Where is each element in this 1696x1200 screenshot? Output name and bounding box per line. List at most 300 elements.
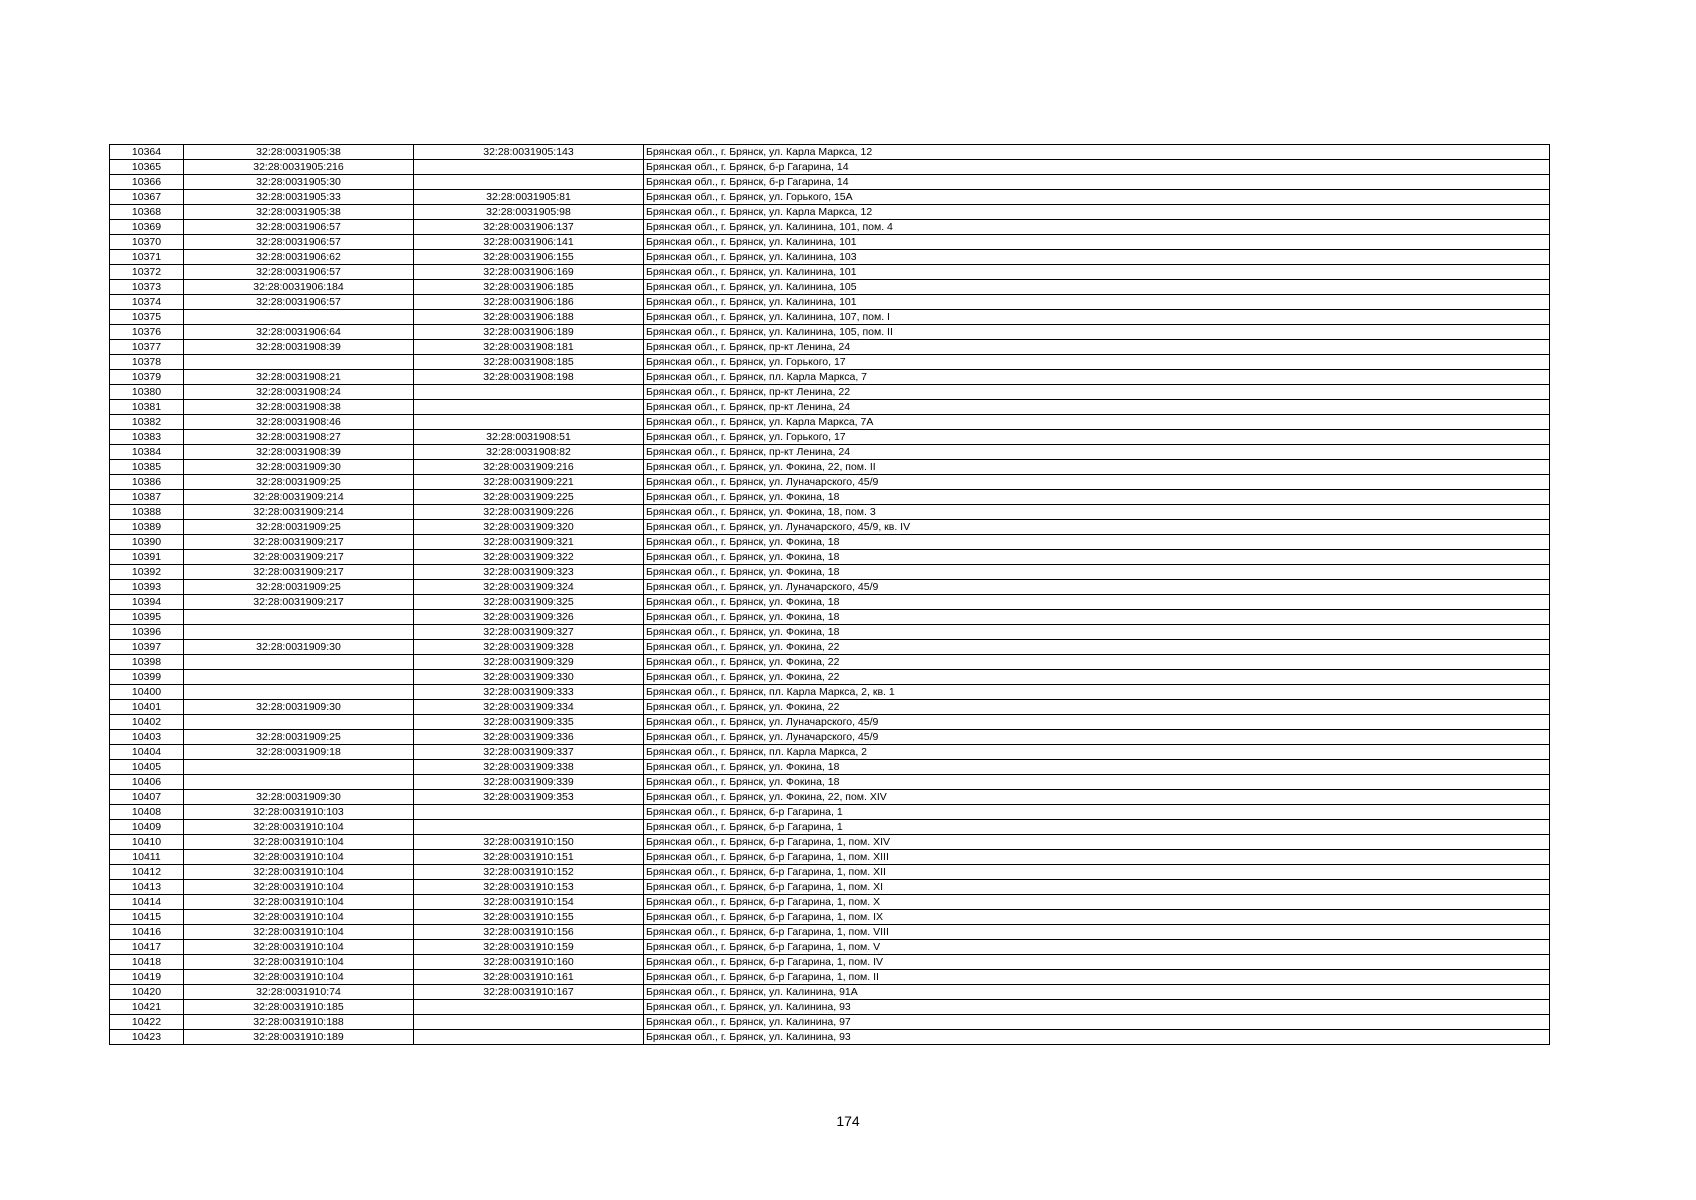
table-row [110,970,1550,985]
cadastral-number-cell: 32:28:0031909:30 [184,790,414,805]
table-row [110,205,1550,220]
table-row [110,580,1550,595]
object-cadastral-number-cell [414,1030,644,1045]
row-number-cell: 10420 [110,985,184,1000]
address-cell: Брянская обл., г. Брянск, ул. Фокина, 18 [644,595,1550,610]
address-cell: Брянская обл., г. Брянск, пр-кт Ленина, 24 [644,445,1550,460]
address-cell: Брянская обл., г. Брянск, ул. Калинина, 97 [644,1015,1550,1030]
address-cell: Брянская обл., г. Брянск, ул. Фокина, 18 [644,625,1550,640]
cadastral-number-cell: 32:28:0031908:39 [184,445,414,460]
table-row [110,340,1550,355]
row-number-cell: 10384 [110,445,184,460]
object-cadastral-number-cell: 32:28:0031909:337 [414,745,644,760]
row-number-cell: 10401 [110,700,184,715]
object-cadastral-number-cell [414,385,644,400]
address-cell: Брянская обл., г. Брянск, ул. Луначарского, 45/9 [644,730,1550,745]
object-cadastral-number-cell: 32:28:0031909:336 [414,730,644,745]
cadastral-number-cell [184,310,414,325]
address-cell: Брянская обл., г. Брянск, ул. Фокина, 18 [644,535,1550,550]
row-number-cell: 10381 [110,400,184,415]
cadastral-number-cell [184,670,414,685]
cadastral-number-cell: 32:28:0031909:217 [184,565,414,580]
cadastral-number-cell [184,775,414,790]
object-cadastral-number-cell: 32:28:0031910:159 [414,940,644,955]
address-cell: Брянская обл., г. Брянск, б-р Гагарина, 1, пом. XIII [644,850,1550,865]
row-number-cell: 10387 [110,490,184,505]
row-number-cell: 10390 [110,535,184,550]
table-row [110,430,1550,445]
table-row [110,160,1550,175]
object-cadastral-number-cell: 32:28:0031908:185 [414,355,644,370]
address-cell: Брянская обл., г. Брянск, ул. Фокина, 18 [644,760,1550,775]
address-cell: Брянская обл., г. Брянск, ул. Калинина, 101 [644,235,1550,250]
row-number-cell: 10377 [110,340,184,355]
cadastral-number-cell: 32:28:0031910:104 [184,880,414,895]
row-number-cell: 10366 [110,175,184,190]
row-number-cell: 10374 [110,295,184,310]
table-row [110,835,1550,850]
row-number-cell: 10423 [110,1030,184,1045]
table-row [110,655,1550,670]
address-cell: Брянская обл., г. Брянск, ул. Фокина, 22 [644,700,1550,715]
row-number-cell: 10394 [110,595,184,610]
address-cell: Брянская обл., г. Брянск, ул. Фокина, 22 [644,655,1550,670]
address-cell: Брянская обл., г. Брянск, ул. Фокина, 18 [644,775,1550,790]
cadastral-number-cell: 32:28:0031910:74 [184,985,414,1000]
object-cadastral-number-cell: 32:28:0031909:335 [414,715,644,730]
address-cell: Брянская обл., г. Брянск, пл. Карла Маркса, 7 [644,370,1550,385]
object-cadastral-number-cell: 32:28:0031908:82 [414,445,644,460]
registry-table [109,144,1550,1045]
row-number-cell: 10379 [110,370,184,385]
object-cadastral-number-cell: 32:28:0031909:333 [414,685,644,700]
address-cell: Брянская обл., г. Брянск, ул. Фокина, 18 [644,550,1550,565]
object-cadastral-number-cell: 32:28:0031909:323 [414,565,644,580]
object-cadastral-number-cell: 32:28:0031910:161 [414,970,644,985]
cadastral-number-cell: 32:28:0031908:24 [184,385,414,400]
address-cell: Брянская обл., г. Брянск, пр-кт Ленина, 24 [644,340,1550,355]
row-number-cell: 10395 [110,610,184,625]
table-row [110,895,1550,910]
object-cadastral-number-cell: 32:28:0031909:320 [414,520,644,535]
address-cell: Брянская обл., г. Брянск, ул. Фокина, 22 [644,670,1550,685]
cadastral-number-cell: 32:28:0031909:25 [184,580,414,595]
object-cadastral-number-cell [414,805,644,820]
row-number-cell: 10408 [110,805,184,820]
cadastral-number-cell: 32:28:0031910:104 [184,835,414,850]
table-row [110,760,1550,775]
object-cadastral-number-cell: 32:28:0031908:198 [414,370,644,385]
object-cadastral-number-cell: 32:28:0031910:150 [414,835,644,850]
table-row [110,355,1550,370]
table-row [110,265,1550,280]
row-number-cell: 10413 [110,880,184,895]
cadastral-number-cell: 32:28:0031909:214 [184,490,414,505]
address-cell: Брянская обл., г. Брянск, ул. Луначарского, 45/9 [644,715,1550,730]
row-number-cell: 10407 [110,790,184,805]
object-cadastral-number-cell: 32:28:0031905:81 [414,190,644,205]
row-number-cell: 10382 [110,415,184,430]
cadastral-number-cell: 32:28:0031905:216 [184,160,414,175]
address-cell: Брянская обл., г. Брянск, ул. Карла Маркса, 12 [644,205,1550,220]
address-cell: Брянская обл., г. Брянск, ул. Карла Маркса, 7А [644,415,1550,430]
registry-table-body [110,145,1550,1045]
row-number-cell: 10396 [110,625,184,640]
table-row [110,595,1550,610]
table-row [110,235,1550,250]
table-row [110,985,1550,1000]
table-row [110,745,1550,760]
table-row [110,295,1550,310]
row-number-cell: 10406 [110,775,184,790]
address-cell: Брянская обл., г. Брянск, ул. Калинина, 101 [644,295,1550,310]
address-cell: Брянская обл., г. Брянск, ул. Горького, 17 [644,430,1550,445]
cadastral-number-cell: 32:28:0031908:27 [184,430,414,445]
address-cell: Брянская обл., г. Брянск, ул. Горького, 17 [644,355,1550,370]
table-row [110,370,1550,385]
address-cell: Брянская обл., г. Брянск, б-р Гагарина, 1 [644,820,1550,835]
cadastral-number-cell: 32:28:0031910:104 [184,895,414,910]
object-cadastral-number-cell: 32:28:0031906:185 [414,280,644,295]
table-row [110,400,1550,415]
row-number-cell: 10376 [110,325,184,340]
object-cadastral-number-cell: 32:28:0031909:226 [414,505,644,520]
row-number-cell: 10378 [110,355,184,370]
cadastral-number-cell: 32:28:0031906:57 [184,295,414,310]
cadastral-number-cell [184,655,414,670]
table-row [110,460,1550,475]
object-cadastral-number-cell: 32:28:0031909:339 [414,775,644,790]
row-number-cell: 10389 [110,520,184,535]
object-cadastral-number-cell: 32:28:0031906:186 [414,295,644,310]
cadastral-number-cell: 32:28:0031909:30 [184,700,414,715]
object-cadastral-number-cell: 32:28:0031909:330 [414,670,644,685]
table-row [110,955,1550,970]
cadastral-number-cell: 32:28:0031909:217 [184,535,414,550]
cadastral-number-cell: 32:28:0031910:104 [184,910,414,925]
row-number-cell: 10365 [110,160,184,175]
address-cell: Брянская обл., г. Брянск, б-р Гагарина, 1, пом. IV [644,955,1550,970]
cadastral-number-cell: 32:28:0031909:18 [184,745,414,760]
object-cadastral-number-cell: 32:28:0031910:156 [414,925,644,940]
row-number-cell: 10403 [110,730,184,745]
row-number-cell: 10402 [110,715,184,730]
cadastral-number-cell: 32:28:0031905:38 [184,205,414,220]
object-cadastral-number-cell: 32:28:0031909:326 [414,610,644,625]
cadastral-number-cell: 32:28:0031909:25 [184,520,414,535]
row-number-cell: 10383 [110,430,184,445]
object-cadastral-number-cell: 32:28:0031909:327 [414,625,644,640]
address-cell: Брянская обл., г. Брянск, б-р Гагарина, 14 [644,175,1550,190]
table-row [110,550,1550,565]
cadastral-number-cell: 32:28:0031908:39 [184,340,414,355]
table-row [110,775,1550,790]
row-number-cell: 10400 [110,685,184,700]
cadastral-number-cell: 32:28:0031909:214 [184,505,414,520]
object-cadastral-number-cell: 32:28:0031909:334 [414,700,644,715]
cadastral-number-cell: 32:28:0031910:104 [184,820,414,835]
cadastral-number-cell [184,355,414,370]
table-row [110,850,1550,865]
object-cadastral-number-cell: 32:28:0031909:216 [414,460,644,475]
table-row [110,910,1550,925]
table-row [110,715,1550,730]
object-cadastral-number-cell: 32:28:0031910:160 [414,955,644,970]
object-cadastral-number-cell: 32:28:0031906:189 [414,325,644,340]
address-cell: Брянская обл., г. Брянск, ул. Калинина, 103 [644,250,1550,265]
address-cell: Брянская обл., г. Брянск, ул. Фокина, 22, пом. II [644,460,1550,475]
object-cadastral-number-cell: 32:28:0031909:328 [414,640,644,655]
table-row [110,385,1550,400]
cadastral-number-cell: 32:28:0031910:188 [184,1015,414,1030]
cadastral-number-cell [184,760,414,775]
table-row [110,865,1550,880]
table-row [110,925,1550,940]
cadastral-number-cell [184,715,414,730]
table-row [110,1000,1550,1015]
row-number-cell: 10409 [110,820,184,835]
table-row [110,490,1550,505]
table-row [110,445,1550,460]
address-cell: Брянская обл., г. Брянск, ул. Фокина, 18 [644,610,1550,625]
address-cell: Брянская обл., г. Брянск, б-р Гагарина, 1, пом. XI [644,880,1550,895]
table-row [110,805,1550,820]
table-row [110,475,1550,490]
table-row [110,685,1550,700]
row-number-cell: 10369 [110,220,184,235]
table-row [110,1030,1550,1045]
address-cell: Брянская обл., г. Брянск, б-р Гагарина, 1, пом. II [644,970,1550,985]
row-number-cell: 10422 [110,1015,184,1030]
page-number: 174 [836,1113,860,1129]
row-number-cell: 10375 [110,310,184,325]
object-cadastral-number-cell: 32:28:0031909:324 [414,580,644,595]
table-row [110,175,1550,190]
cadastral-number-cell: 32:28:0031909:217 [184,595,414,610]
address-cell: Брянская обл., г. Брянск, ул. Фокина, 22, пом. XIV [644,790,1550,805]
cadastral-number-cell: 32:28:0031909:30 [184,640,414,655]
row-number-cell: 10393 [110,580,184,595]
cadastral-number-cell: 32:28:0031910:189 [184,1030,414,1045]
row-number-cell: 10371 [110,250,184,265]
object-cadastral-number-cell: 32:28:0031910:151 [414,850,644,865]
row-number-cell: 10370 [110,235,184,250]
row-number-cell: 10418 [110,955,184,970]
address-cell: Брянская обл., г. Брянск, ул. Луначарского, 45/9 [644,475,1550,490]
table-row [110,670,1550,685]
object-cadastral-number-cell: 32:28:0031909:221 [414,475,644,490]
object-cadastral-number-cell: 32:28:0031906:141 [414,235,644,250]
row-number-cell: 10410 [110,835,184,850]
address-cell: Брянская обл., г. Брянск, ул. Калинина, 91А [644,985,1550,1000]
address-cell: Брянская обл., г. Брянск, пл. Карла Маркса, 2, кв. 1 [644,685,1550,700]
address-cell: Брянская обл., г. Брянск, б-р Гагарина, 1, пом. XIV [644,835,1550,850]
object-cadastral-number-cell: 32:28:0031909:353 [414,790,644,805]
address-cell: Брянская обл., г. Брянск, ул. Фокина, 18 [644,490,1550,505]
row-number-cell: 10388 [110,505,184,520]
table-row [110,625,1550,640]
cadastral-number-cell: 32:28:0031908:46 [184,415,414,430]
object-cadastral-number-cell [414,400,644,415]
row-number-cell: 10397 [110,640,184,655]
address-cell: Брянская обл., г. Брянск, ул. Фокина, 18, пом. 3 [644,505,1550,520]
row-number-cell: 10391 [110,550,184,565]
object-cadastral-number-cell: 32:28:0031909:329 [414,655,644,670]
object-cadastral-number-cell: 32:28:0031909:325 [414,595,644,610]
row-number-cell: 10416 [110,925,184,940]
address-cell: Брянская обл., г. Брянск, б-р Гагарина, 1, пом. IX [644,910,1550,925]
object-cadastral-number-cell: 32:28:0031909:322 [414,550,644,565]
table-row [110,310,1550,325]
address-cell: Брянская обл., г. Брянск, ул. Фокина, 18 [644,565,1550,580]
object-cadastral-number-cell: 32:28:0031910:154 [414,895,644,910]
address-cell: Брянская обл., г. Брянск, б-р Гагарина, 1, пом. XII [644,865,1550,880]
object-cadastral-number-cell: 32:28:0031910:167 [414,985,644,1000]
address-cell: Брянская обл., г. Брянск, пр-кт Ленина, 22 [644,385,1550,400]
object-cadastral-number-cell: 32:28:0031905:98 [414,205,644,220]
object-cadastral-number-cell: 32:28:0031906:137 [414,220,644,235]
address-cell: Брянская обл., г. Брянск, пр-кт Ленина, 24 [644,400,1550,415]
cadastral-number-cell: 32:28:0031909:25 [184,730,414,745]
table-row [110,880,1550,895]
table-row [110,790,1550,805]
cadastral-number-cell: 32:28:0031905:33 [184,190,414,205]
object-cadastral-number-cell [414,1015,644,1030]
cadastral-number-cell [184,685,414,700]
address-cell: Брянская обл., г. Брянск, ул. Калинина, 93 [644,1000,1550,1015]
address-cell: Брянская обл., г. Брянск, ул. Калинина, 101, пом. 4 [644,220,1550,235]
table-row [110,280,1550,295]
address-cell: Брянская обл., г. Брянск, б-р Гагарина, 1, пом. X [644,895,1550,910]
row-number-cell: 10417 [110,940,184,955]
object-cadastral-number-cell [414,175,644,190]
address-cell: Брянская обл., г. Брянск, ул. Фокина, 22 [644,640,1550,655]
object-cadastral-number-cell [414,160,644,175]
cadastral-number-cell: 32:28:0031905:38 [184,145,414,160]
address-cell: Брянская обл., г. Брянск, ул. Луначарского, 45/9, кв. IV [644,520,1550,535]
object-cadastral-number-cell: 32:28:0031909:321 [414,535,644,550]
table-row [110,940,1550,955]
address-cell: Брянская обл., г. Брянск, ул. Калинина, 101 [644,265,1550,280]
object-cadastral-number-cell: 32:28:0031910:155 [414,910,644,925]
address-cell: Брянская обл., г. Брянск, ул. Луначарского, 45/9 [644,580,1550,595]
table-row [110,415,1550,430]
row-number-cell: 10372 [110,265,184,280]
table-row [110,145,1550,160]
row-number-cell: 10385 [110,460,184,475]
table-row [110,220,1550,235]
table-row [110,730,1550,745]
row-number-cell: 10364 [110,145,184,160]
cadastral-number-cell: 32:28:0031906:184 [184,280,414,295]
cadastral-number-cell: 32:28:0031905:30 [184,175,414,190]
row-number-cell: 10414 [110,895,184,910]
row-number-cell: 10398 [110,655,184,670]
address-cell: Брянская обл., г. Брянск, ул. Карла Маркса, 12 [644,145,1550,160]
table-row [110,325,1550,340]
row-number-cell: 10404 [110,745,184,760]
object-cadastral-number-cell: 32:28:0031910:152 [414,865,644,880]
object-cadastral-number-cell: 32:28:0031908:181 [414,340,644,355]
cadastral-number-cell: 32:28:0031909:25 [184,475,414,490]
object-cadastral-number-cell: 32:28:0031906:188 [414,310,644,325]
object-cadastral-number-cell: 32:28:0031910:153 [414,880,644,895]
cadastral-number-cell: 32:28:0031906:57 [184,220,414,235]
address-cell: Брянская обл., г. Брянск, ул. Калинина, 93 [644,1030,1550,1045]
object-cadastral-number-cell: 32:28:0031905:143 [414,145,644,160]
address-cell: Брянская обл., г. Брянск, пл. Карла Маркса, 2 [644,745,1550,760]
cadastral-number-cell: 32:28:0031910:104 [184,925,414,940]
table-row [110,640,1550,655]
table-row [110,610,1550,625]
row-number-cell: 10367 [110,190,184,205]
table-row [110,565,1550,580]
address-cell: Брянская обл., г. Брянск, б-р Гагарина, 1, пом. VIII [644,925,1550,940]
object-cadastral-number-cell: 32:28:0031909:225 [414,490,644,505]
cadastral-number-cell: 32:28:0031908:21 [184,370,414,385]
table-row [110,535,1550,550]
address-cell: Брянская обл., г. Брянск, б-р Гагарина, 1, пом. V [644,940,1550,955]
row-number-cell: 10373 [110,280,184,295]
row-number-cell: 10412 [110,865,184,880]
cadastral-number-cell: 32:28:0031906:62 [184,250,414,265]
address-cell: Брянская обл., г. Брянск, ул. Калинина, 105 [644,280,1550,295]
object-cadastral-number-cell: 32:28:0031906:155 [414,250,644,265]
address-cell: Брянская обл., г. Брянск, ул. Калинина, 107, пом. I [644,310,1550,325]
table-row [110,1015,1550,1030]
row-number-cell: 10386 [110,475,184,490]
row-number-cell: 10419 [110,970,184,985]
address-cell: Брянская обл., г. Брянск, б-р Гагарина, 1 [644,805,1550,820]
row-number-cell: 10368 [110,205,184,220]
table-row [110,250,1550,265]
cadastral-number-cell: 32:28:0031910:104 [184,850,414,865]
table-row [110,700,1550,715]
row-number-cell: 10405 [110,760,184,775]
cadastral-number-cell [184,610,414,625]
cadastral-number-cell: 32:28:0031906:64 [184,325,414,340]
row-number-cell: 10399 [110,670,184,685]
cadastral-number-cell: 32:28:0031906:57 [184,265,414,280]
table-row [110,820,1550,835]
object-cadastral-number-cell: 32:28:0031909:338 [414,760,644,775]
cadastral-number-cell: 32:28:0031906:57 [184,235,414,250]
object-cadastral-number-cell: 32:28:0031906:169 [414,265,644,280]
cadastral-number-cell: 32:28:0031909:30 [184,460,414,475]
table-row [110,505,1550,520]
row-number-cell: 10392 [110,565,184,580]
table-row [110,190,1550,205]
address-cell: Брянская обл., г. Брянск, ул. Горького, 15А [644,190,1550,205]
cadastral-number-cell: 32:28:0031910:104 [184,865,414,880]
address-cell: Брянская обл., г. Брянск, б-р Гагарина, 14 [644,160,1550,175]
cadastral-number-cell: 32:28:0031910:104 [184,955,414,970]
object-cadastral-number-cell [414,820,644,835]
table-row [110,520,1550,535]
row-number-cell: 10421 [110,1000,184,1015]
cadastral-number-cell: 32:28:0031910:104 [184,940,414,955]
object-cadastral-number-cell [414,415,644,430]
object-cadastral-number-cell [414,1000,644,1015]
object-cadastral-number-cell: 32:28:0031908:51 [414,430,644,445]
cadastral-number-cell: 32:28:0031910:185 [184,1000,414,1015]
cadastral-number-cell: 32:28:0031910:104 [184,970,414,985]
row-number-cell: 10415 [110,910,184,925]
row-number-cell: 10380 [110,385,184,400]
cadastral-number-cell: 32:28:0031910:103 [184,805,414,820]
cadastral-number-cell [184,625,414,640]
address-cell: Брянская обл., г. Брянск, ул. Калинина, 105, пом. II [644,325,1550,340]
